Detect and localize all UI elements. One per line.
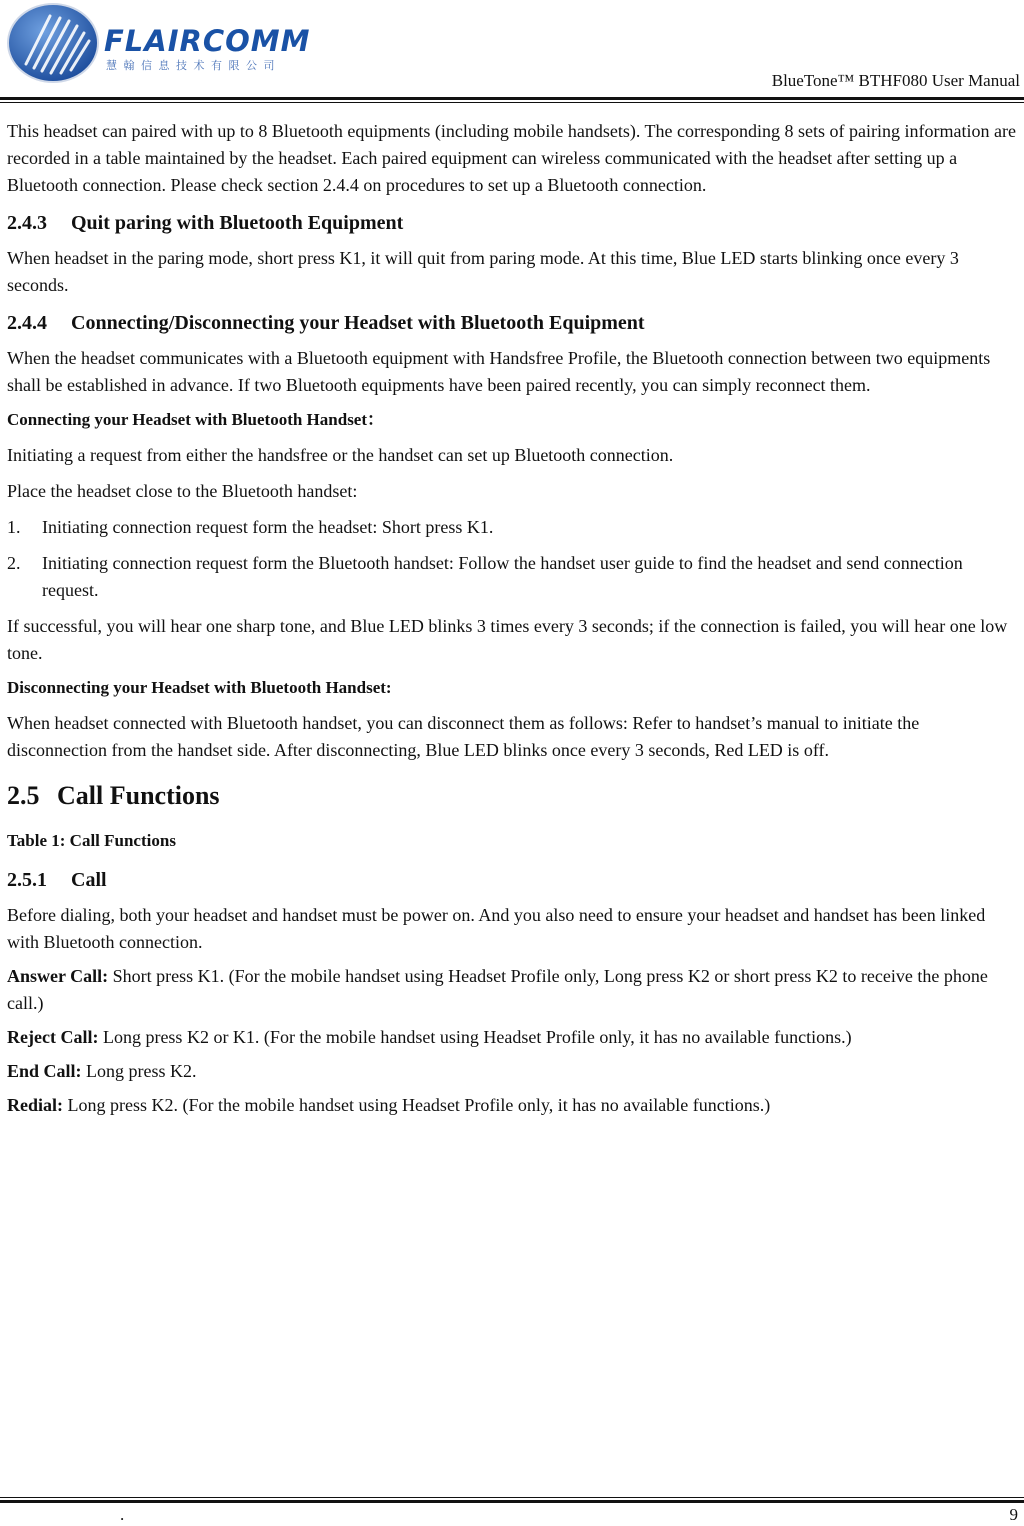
footer-mark: . bbox=[120, 1505, 125, 1524]
item-label: Redial: bbox=[7, 1095, 63, 1115]
item-label: Answer Call: bbox=[7, 966, 109, 986]
connection-result-paragraph: If successful, you will hear one sharp tone, and Blue LED blinks 3 times every 3 seconds; if the connection is failed, you will hear one low tone. bbox=[7, 616, 1008, 663]
page-footer bbox=[0, 1497, 1024, 1526]
section-title: Connecting/Disconnecting your Headset with Bluetooth Equipment bbox=[71, 312, 645, 334]
page-header bbox=[0, 0, 1024, 104]
brand-chinese-name: 慧翰信息技术有限公司 bbox=[106, 59, 281, 72]
section-2-5-heading bbox=[7, 771, 1021, 813]
brand-name: FLAIRCOMM bbox=[104, 24, 311, 58]
connecting-paragraph-1: Initiating a request from either the handsfree or the handset can set up Bluetooth connection. bbox=[7, 445, 674, 465]
section-2-4-3-body: When headset in the paring mode, short press K1, it will quit from paring mode. At this time, Blue LED starts blinking once every 3 seconds. bbox=[7, 248, 959, 295]
table-caption: Table 1: Call Functions bbox=[7, 831, 176, 850]
section-2-4-3-heading bbox=[7, 206, 1021, 237]
connecting-paragraph-2: Place the headset close to the Bluetooth handset: bbox=[7, 481, 358, 501]
section-title: Quit paring with Bluetooth Equipment bbox=[71, 212, 404, 234]
disconnecting-paragraph: When headset connected with Bluetooth handset, you can disconnect them as follows: Refer to handset’s manual to initiate the disconnection from the handset side. After disconnecting, Blue LED blinks once every 3 seconds, Red LED is off. bbox=[7, 713, 920, 760]
header-rule-thin bbox=[0, 102, 1024, 103]
section-2-4-4-body: When the headset communicates with a Bluetooth equipment with Handsfree Profile, the Bluetooth connection between two equipments shall be established in advance. If two Bluetooth equipments have been paired recently, you can simply reconnect them. bbox=[7, 348, 991, 395]
section-2-5-1-body: Before dialing, both your headset and handset must be power on. And you also need to ensure your headset and handset has been linked with Bluetooth connection. bbox=[7, 905, 986, 952]
end-call-item bbox=[7, 1058, 1021, 1085]
document-title: BlueTone™ BTHF080 User Manual bbox=[771, 71, 1020, 90]
page-number: 9 bbox=[1009, 1505, 1018, 1524]
section-2-4-4-heading bbox=[7, 306, 1021, 337]
reject-call-item bbox=[7, 1024, 1021, 1051]
list-number: 2. bbox=[7, 553, 21, 573]
section-number: 2.5 bbox=[7, 781, 40, 810]
list-item bbox=[7, 550, 1021, 604]
connecting-subheading: Connecting your Headset with Bluetooth Handset： bbox=[7, 410, 385, 429]
disconnecting-subheading: Disconnecting your Headset with Bluetooth Handset: bbox=[7, 678, 392, 697]
list-text: Initiating connection request form the Bluetooth handset: Follow the handset user guide to find the headset and send connection request. bbox=[42, 553, 963, 600]
footer-rule-thin bbox=[0, 1497, 1024, 1498]
redial-item bbox=[7, 1092, 1021, 1119]
item-label: Reject Call: bbox=[7, 1027, 99, 1047]
header-rule-thick bbox=[0, 97, 1024, 100]
answer-call-item bbox=[7, 963, 1021, 1017]
page-content bbox=[7, 118, 1021, 1126]
item-text: Short press K1. (For the mobile handset using Headset Profile only, Long press K2 or short press K2 to receive the phone call.) bbox=[7, 966, 988, 1013]
list-number: 1. bbox=[7, 517, 21, 537]
section-2-5-1-heading bbox=[7, 863, 1021, 894]
list-item bbox=[7, 514, 1021, 541]
list-text: Initiating connection request form the headset: Short press K1. bbox=[42, 517, 494, 537]
section-title: Call bbox=[71, 869, 107, 891]
section-number: 2.4.4 bbox=[7, 312, 47, 334]
intro-paragraph: This headset can paired with up to 8 Bluetooth equipments (including mobile handsets). The corresponding 8 sets of pairing information are recorded in a table maintained by the headset. Each paired equipment can wireless communicated with the headset after setting up a Bluetooth connection. Please check section 2.4.4 on procedures to set up a Bluetooth connection. bbox=[7, 121, 1016, 195]
section-number: 2.4.3 bbox=[7, 212, 47, 234]
section-number: 2.5.1 bbox=[7, 869, 47, 891]
item-text: Long press K2. (For the mobile handset using Headset Profile only, it has no available functions.) bbox=[63, 1095, 771, 1115]
section-title: Call Functions bbox=[57, 781, 220, 810]
item-label: End Call: bbox=[7, 1061, 82, 1081]
item-text: Long press K2. bbox=[81, 1061, 197, 1081]
footer-rule-thick bbox=[0, 1500, 1024, 1503]
item-text: Long press K2 or K1. (For the mobile handset using Headset Profile only, it has no available functions.) bbox=[98, 1027, 852, 1047]
